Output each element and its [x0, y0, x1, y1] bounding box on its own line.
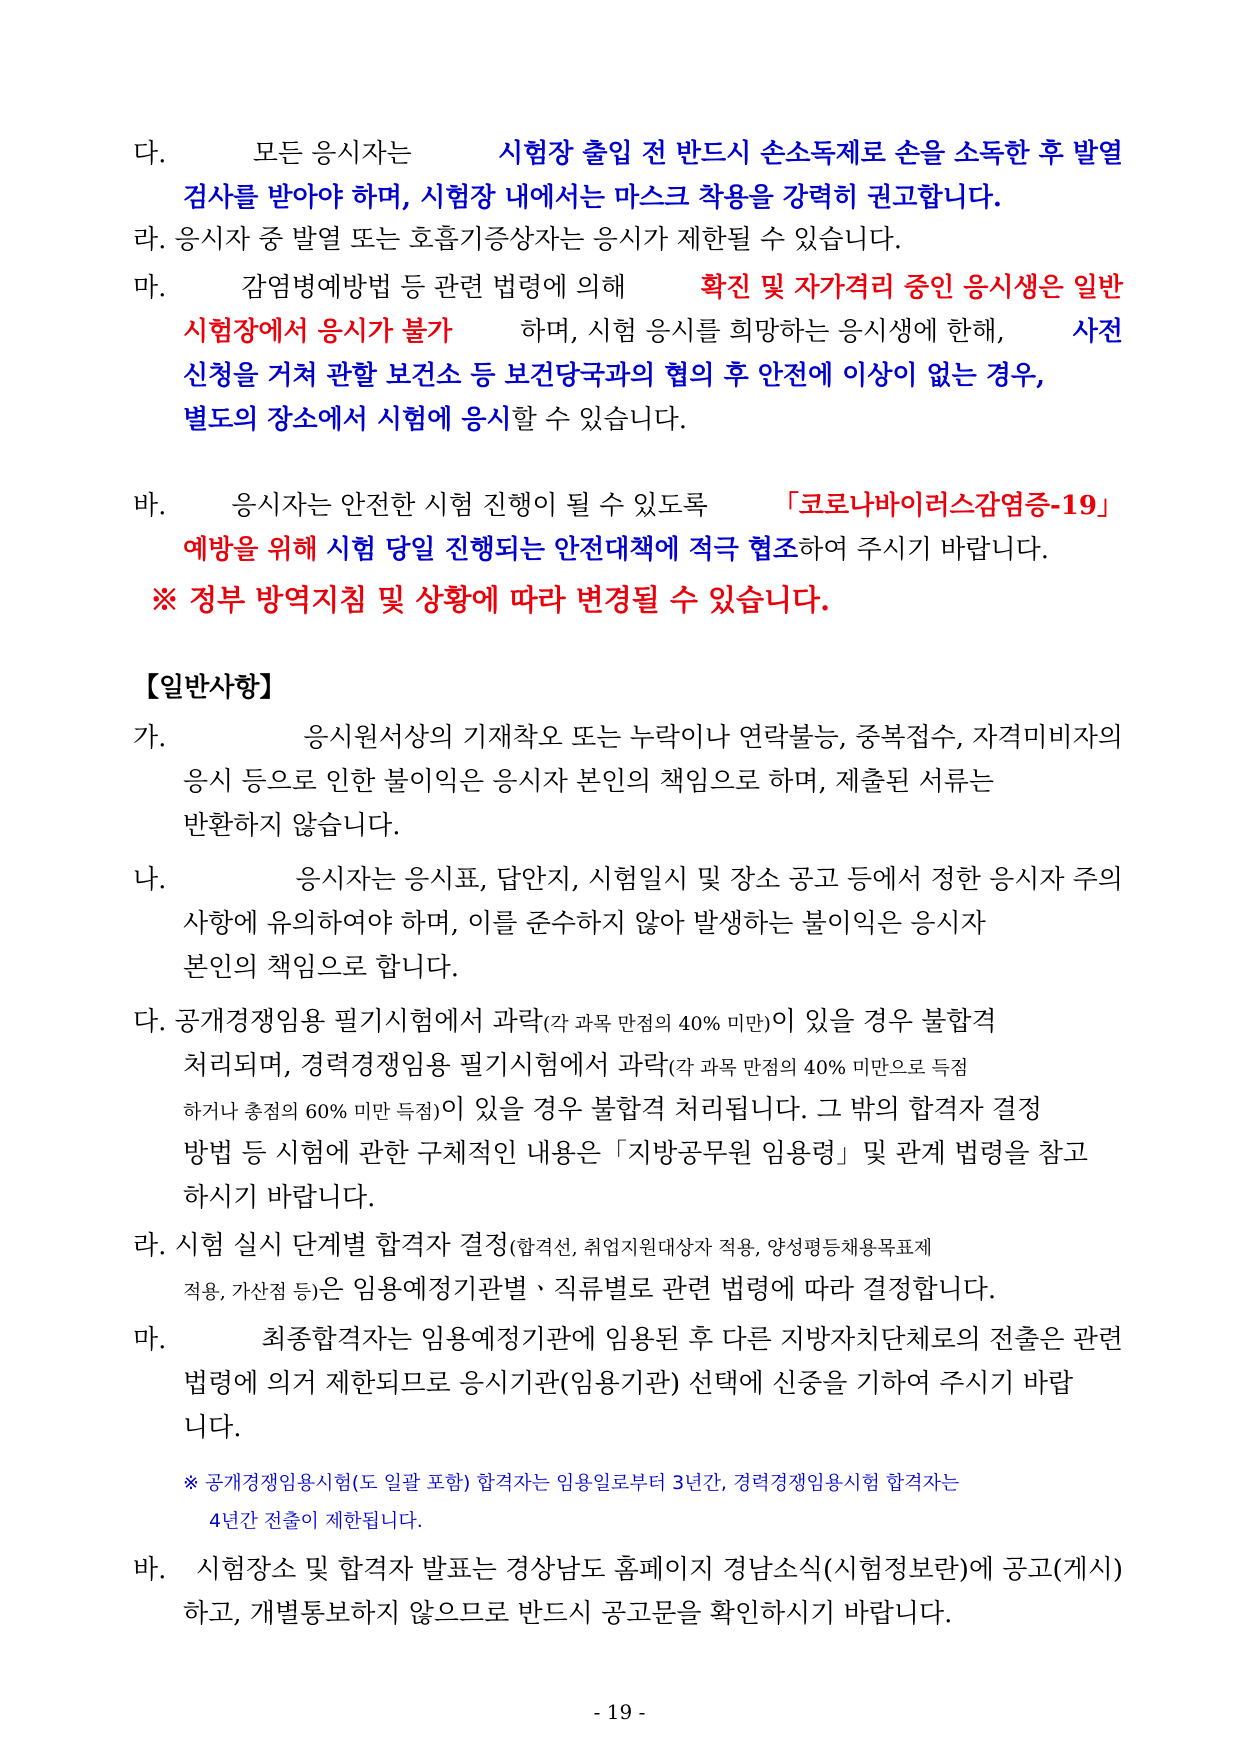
item-label: 라.	[133, 1231, 167, 1261]
item-line	[133, 1000, 1123, 1044]
item-text: 방법 등 시험에 관한 구체적인 내용은「지방공무원 임용령」및 관계 법령을 참고	[183, 1139, 1088, 1169]
item-text: 은 임용예정기관별ㆍ직류별로 관련 법령에 따라 결정합니다.	[318, 1275, 997, 1305]
item-label: 가.	[133, 723, 167, 753]
item-text: 시험장소 및 합격자 발표는 경상남도 홈페이지 경남소식(시험정보란)에 공고(게시)	[195, 1555, 1123, 1585]
item-line	[133, 354, 1123, 398]
note-text: 4년간 전출이 제한됩니다.	[209, 1510, 423, 1532]
item-line	[133, 1268, 1123, 1312]
notice-item-ra	[133, 218, 1123, 262]
item-text: 응시자는 응시표, 답안지, 시험일시 및 장소 공고 등에서 정한 응시자 주의	[295, 865, 1123, 895]
item-line	[133, 760, 1123, 804]
small-note-text: 적용, 가산점 등)	[183, 1281, 319, 1303]
item-text: 최종합격자는 임용예정기관에 임용된 후 다른 지방자치단체로의 전출은 관련	[261, 1325, 1123, 1355]
item-text: 하시기 바랍니다.	[183, 1183, 376, 1213]
general-item-ma	[133, 1318, 1123, 1450]
item-label: 바.	[133, 1555, 167, 1585]
item-text: 할 수 있습니다.	[511, 405, 688, 435]
note-line	[183, 1502, 1123, 1540]
item-line	[133, 1406, 1123, 1450]
item-line	[133, 716, 1123, 760]
item-text: 모든 응시자는	[252, 139, 412, 169]
warning-text: 확진 및 자가격리 중인 응시생은 일반	[700, 273, 1123, 303]
general-item-na	[133, 858, 1123, 990]
warning-text: 시험장에서 응시가 불가	[183, 317, 453, 347]
item-text: 하고, 개별통보하지 않으므로 반드시 공고문을 확인하시기 바랍니다.	[183, 1599, 953, 1629]
emphasis-text: 시험장 출입 전 반드시 손소독제로 손을 소독한 후 발열	[498, 139, 1123, 169]
item-line	[133, 176, 1123, 220]
item-label: 마.	[133, 273, 167, 303]
item-line	[133, 1044, 1123, 1088]
government-guideline-note: ※ 정부 방역지침 및 상황에 따라 변경될 수 있습니다.	[150, 583, 831, 617]
note-line	[183, 1464, 1123, 1502]
item-label: 나.	[133, 865, 167, 895]
item-text: 시험 실시 단계별 합격자 결정	[174, 1231, 510, 1261]
warning-text: 예방을 위해	[183, 535, 318, 565]
item-line	[133, 1132, 1123, 1176]
item-line	[133, 218, 1123, 262]
note-text: ※ 공개경쟁임용시험(도 일괄 포함) 합격자는 임용일로부터 3년간, 경력경쟁임용시험 합격자는	[183, 1472, 960, 1494]
item-line	[133, 946, 1123, 990]
section-heading: 【일반사항】	[133, 673, 286, 703]
item-line	[133, 266, 1123, 310]
emphasis-text: 신청을 거쳐 관할 보건소 등 보건당국과의 협의 후 안전에 이상이 없는 경우,	[183, 361, 1046, 391]
item-text: 처리되며, 경력경쟁임용 필기시험에서 과락	[183, 1051, 669, 1081]
item-text: 사항에 유의하여야 하며, 이를 준수하지 않아 발생하는 불이익은 응시자	[183, 909, 986, 939]
small-note-text: (각 과목 만점의 40% 미만)	[542, 1013, 771, 1035]
item-line	[133, 1548, 1123, 1592]
item-text: 응시원서상의 기재착오 또는 누락이나 연락불능, 중복접수, 자격미비자의	[303, 723, 1123, 753]
item-line	[133, 1592, 1123, 1636]
item-line	[133, 484, 1123, 528]
warning-text: 「코로나바이러스감염증-19」	[772, 491, 1123, 521]
item-line	[133, 804, 1123, 848]
general-item-ra	[133, 1224, 1123, 1312]
item-text: 이 있을 경우 불합격 처리됩니다. 그 밖의 합격자 결정	[440, 1095, 1043, 1125]
item-text: 니다.	[183, 1413, 242, 1443]
item-label: 바.	[133, 491, 167, 521]
emphasis-text: 검사를 받아야 하며, 시험장 내에서는 마스크 착용을 강력히 권고합니다.	[183, 183, 1002, 213]
small-note-text: (합격선, 취업지원대상자 적용, 양성평등채용목표제	[509, 1237, 933, 1259]
emphasis-text: 시험 당일 진행되는 안전대책에 적극 협조	[325, 535, 799, 565]
general-item-da	[133, 1000, 1123, 1220]
item-line	[133, 1176, 1123, 1220]
item-line	[133, 902, 1123, 946]
item-line	[133, 1362, 1123, 1406]
notice-item-da	[133, 132, 1123, 220]
item-text: 응시자 중 발열 또는 호흡기증상자는 응시가 제한될 수 있습니다.	[174, 225, 903, 255]
item-label: 마.	[133, 1325, 167, 1355]
general-item-ga	[133, 716, 1123, 848]
notice-item-ma	[133, 266, 1123, 442]
item-text: 반환하지 않습니다.	[183, 811, 401, 841]
notice-item-ba	[133, 484, 1123, 572]
emphasis-text: 별도의 장소에서 시험에 응시	[183, 405, 512, 435]
page-number: - 19 -	[593, 1700, 646, 1724]
item-text: 응시 등으로 인한 불이익은 응시자 본인의 책임으로 하며, 제출된 서류는	[183, 767, 995, 797]
item-text: 감염병예방법 등 관련 법령에 의해	[241, 273, 627, 303]
item-line	[133, 528, 1123, 572]
item-line	[133, 310, 1123, 354]
item-text: 하며, 시험 응시를 희망하는 응시생에 한해,	[520, 317, 1005, 347]
item-text: 이 있을 경우 불합격	[770, 1007, 997, 1037]
item-line	[133, 132, 1123, 176]
item-text: 공개경쟁임용 필기시험에서 과락	[174, 1007, 543, 1037]
item-line	[133, 1318, 1123, 1362]
item-label: 라.	[133, 225, 167, 255]
item-line	[133, 1224, 1123, 1268]
small-note-text: 하거나 총점의 60% 미만 득점)	[183, 1101, 441, 1123]
item-line	[133, 858, 1123, 902]
general-item-ba	[133, 1548, 1123, 1636]
item-line	[133, 1088, 1123, 1132]
emphasis-text: 사전	[1072, 317, 1123, 347]
item-text: 하여 주시기 바랍니다.	[798, 535, 1049, 565]
item-text: 응시자는 안전한 시험 진행이 될 수 있도록	[231, 491, 708, 521]
item-text: 법령에 의거 제한되므로 응시기관(임용기관) 선택에 신중을 기하여 주시기 바랍	[183, 1369, 1074, 1399]
item-label: 다.	[133, 1007, 167, 1037]
small-note-text: (각 과목 만점의 40% 미만으로 득점	[668, 1057, 969, 1079]
item-line	[133, 398, 1123, 442]
item-label: 다.	[133, 139, 167, 169]
transfer-restriction-note	[183, 1464, 1123, 1540]
item-text: 본인의 책임으로 합니다.	[183, 953, 459, 983]
